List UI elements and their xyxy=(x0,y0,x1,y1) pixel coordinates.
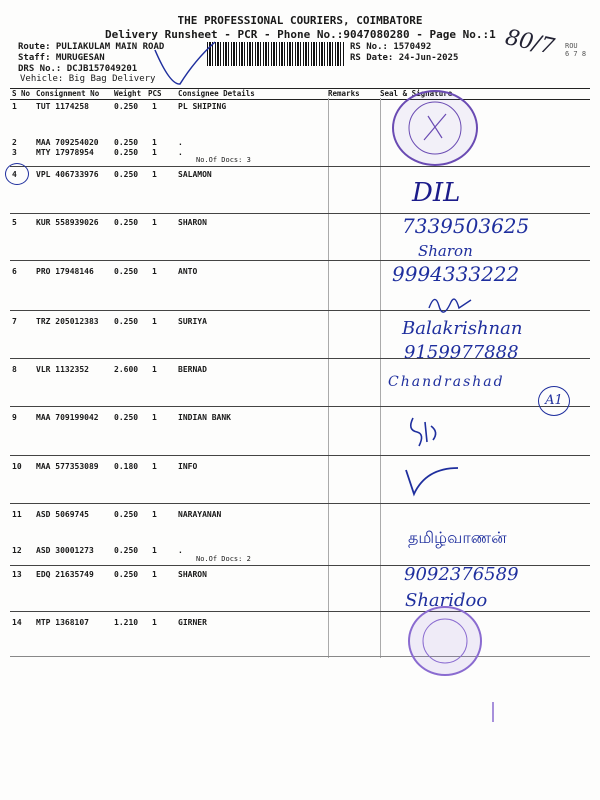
row-divider xyxy=(10,310,590,311)
col-consignment: Consignment No xyxy=(36,89,100,98)
row-divider xyxy=(10,166,590,167)
col-consignee: Consignee Details xyxy=(178,89,255,98)
pen-check-mark xyxy=(150,40,220,90)
handwriting-phone-1: 7339503625 xyxy=(402,214,530,238)
handwriting-balakrishnan: Balakrishnan xyxy=(402,318,523,339)
table-row: 11 ASD 5069745 0.250 1 NARAYANAN xyxy=(12,510,222,519)
runsheet-subtitle: Delivery Runsheet - PCR - Phone No.:9047080280 - Page No.:1 xyxy=(105,28,496,41)
rs-number: RS No.: 1570492 xyxy=(350,42,432,52)
table-header xyxy=(10,88,590,100)
seal-graphic xyxy=(394,92,476,164)
handwriting-phone-3: 9159977888 xyxy=(404,342,519,363)
table-row: 9 MAA 709199042 0.250 1 INDIAN BANK xyxy=(12,413,231,422)
circled-a1: A1 xyxy=(538,386,570,416)
staff-label: Staff: MURUGESAN xyxy=(18,53,105,63)
signature-scribble xyxy=(425,290,475,316)
row-divider xyxy=(10,656,590,657)
company-seal-stamp xyxy=(392,90,478,166)
row-divider xyxy=(10,611,590,612)
top-right-handwriting: 80/7 xyxy=(502,25,557,60)
handwriting-sharidoo: Sharidoo xyxy=(405,590,488,611)
table-row: 8 VLR 1132352 2.600 1 BERNAD xyxy=(12,365,207,374)
docs-note: No.Of Docs: 3 xyxy=(196,156,251,164)
table-row: 1 TUT 1174258 0.250 1 PL SHIPING xyxy=(12,102,227,111)
drs-label: DRS No.: DCJB157049201 xyxy=(18,64,138,74)
row-divider xyxy=(10,503,590,504)
handwriting-tamil-name: தமிழ்வாணன் xyxy=(408,528,507,547)
table-row: 14 MTP 1368107 1.210 1 GIRNER xyxy=(12,618,207,627)
table-row: 7 TRZ 205012383 0.250 1 SURIYA xyxy=(12,317,207,326)
table-row: 2 MAA 709254020 0.250 1 . xyxy=(12,138,183,147)
barcode xyxy=(207,42,345,66)
col-pcs: PCS xyxy=(148,89,162,98)
side-tag: ROU 6 7 8 xyxy=(565,42,587,58)
handwriting-dil: DIL xyxy=(412,178,461,208)
handwriting-phone-4: 9092376589 xyxy=(404,564,519,585)
table-row: 6 PRO 17948146 0.250 1 ANTO xyxy=(12,267,198,276)
signature-row-9 xyxy=(405,412,445,452)
circle-mark xyxy=(5,163,29,185)
table-row: 13 EDQ 21635749 0.250 1 SHARON xyxy=(12,570,207,579)
bottom-seal-graphic xyxy=(410,608,480,674)
handwriting-phone-2: 9994333222 xyxy=(392,262,520,286)
bottom-seal-stamp xyxy=(408,606,482,676)
rs-date: RS Date: 24-Jun-2025 xyxy=(350,53,459,63)
col-sno: S No xyxy=(12,89,31,98)
company-title: THE PROFESSIONAL COURIERS, COIMBATORE xyxy=(177,14,423,27)
row-divider xyxy=(10,406,590,407)
table-row: 10 MAA 577353089 0.180 1 INFO xyxy=(12,462,198,471)
table-row: 3 MTY 17978954 0.250 1 . xyxy=(12,148,183,157)
handwriting-name-8: Chandrashad xyxy=(388,374,505,390)
table-row: 4 VPL 406733976 0.250 1 SALAMON xyxy=(12,170,212,179)
col-remarks: Remarks xyxy=(328,89,360,98)
row-divider xyxy=(10,260,590,261)
table-row: 5 KUR 558939026 0.250 1 SHARON xyxy=(12,218,207,227)
stray-ink-mark xyxy=(488,700,498,724)
vehicle-label: Vehicle: Big Bag Delivery xyxy=(20,74,156,84)
route-label: Route: PULIAKULAM MAIN ROAD xyxy=(18,42,165,52)
signature-row-10 xyxy=(402,462,462,502)
docs-note: No.Of Docs: 2 xyxy=(196,555,251,563)
table-row: 12 ASD 30001273 0.250 1 . xyxy=(12,546,183,555)
row-divider xyxy=(10,455,590,456)
col-seal-signature: Seal & Signature xyxy=(380,89,453,98)
handwriting-sharon: Sharon xyxy=(418,242,473,260)
col-weight: Weight xyxy=(114,89,142,98)
